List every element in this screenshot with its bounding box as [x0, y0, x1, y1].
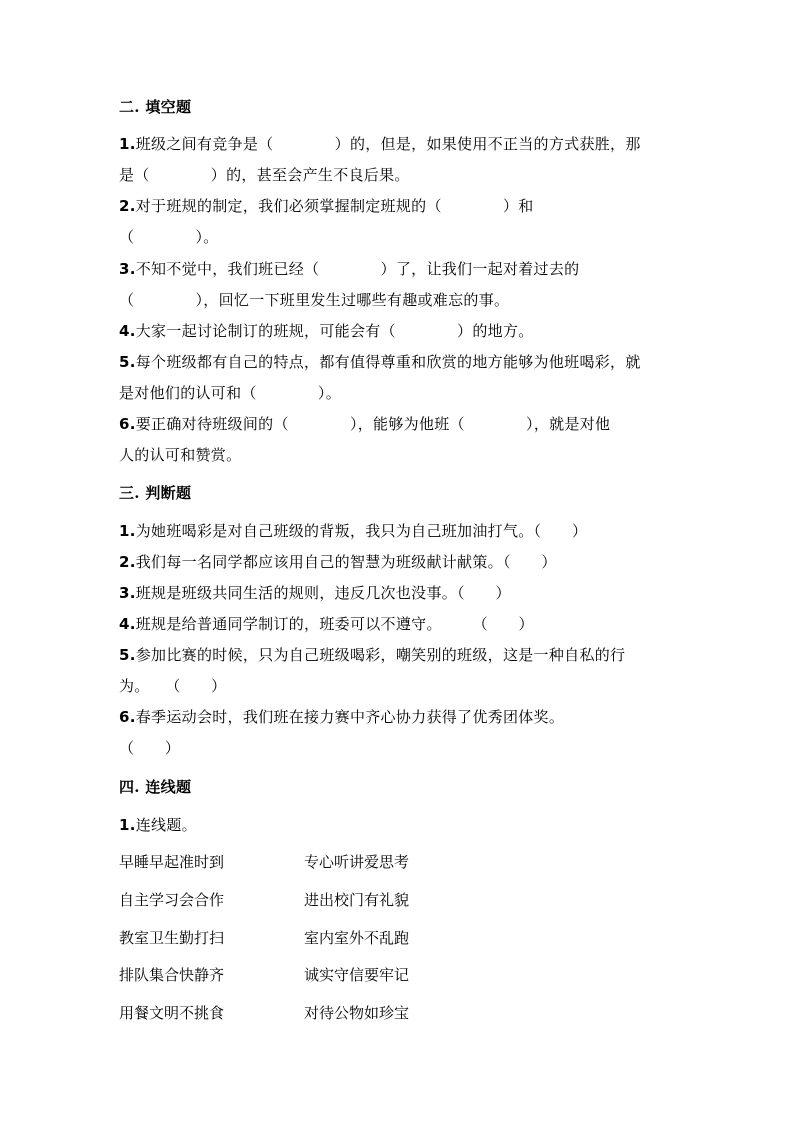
question-text: 每个班级都有自己的特点，都有值得尊重和欣赏的地方能够为他班喝彩，就	[135, 353, 641, 371]
question-text: 人的认可和赞赏。	[119, 446, 242, 464]
question-number: 1.	[119, 135, 136, 153]
question-text: 是对他们的认可和（ ）。	[119, 384, 342, 402]
true-false-q6-line1	[119, 706, 564, 728]
fill-blank-q6-line1	[119, 413, 610, 435]
fill-blank-q5-line1	[119, 351, 641, 373]
question-text: 班规是给普通同学制订的，班委可以不遵守。 （ ）	[135, 615, 534, 633]
question-number: 6.	[119, 708, 136, 726]
matching-right-item: 进出校门有礼貌	[304, 891, 410, 909]
matching-left-item: 用餐文明不挑食	[119, 1004, 225, 1022]
true-false-q5-line1	[119, 644, 625, 666]
question-text: 大家一起讨论制订的班规，可能会有（ ）的地方。	[135, 322, 534, 340]
question-number: 4.	[119, 615, 136, 633]
question-text: （ ），回忆一下班里发生过哪些有趣或难忘的事。	[119, 291, 510, 309]
true-false-q1	[119, 520, 587, 542]
question-number: 1.	[119, 522, 136, 540]
fill-blank-q3-line2	[119, 289, 509, 311]
fill-blank-q2-line1	[119, 195, 534, 217]
question-number: 5.	[119, 353, 136, 371]
matching-right-item: 专心听讲爱思考	[304, 853, 410, 871]
section-title-matching: 四. 连线题	[119, 778, 192, 796]
true-false-q5-line2	[119, 675, 226, 697]
matching-left-item: 自主学习会合作	[119, 891, 225, 909]
fill-blank-q3-line1	[119, 258, 579, 280]
matching-left-item: 早睡早起准时到	[119, 853, 225, 871]
fill-blank-q1-line1	[119, 133, 641, 155]
question-number: 6.	[119, 415, 136, 433]
section-title-fill-blank: 二. 填空题	[119, 98, 192, 116]
question-text: 班级之间有竞争是（ ）的，但是，如果使用不正当的方式获胜，那	[135, 135, 641, 153]
question-number: 5.	[119, 646, 136, 664]
matching-right-item: 室内室外不乱跑	[304, 929, 410, 947]
question-number: 2.	[119, 553, 136, 571]
fill-blank-q5-line2	[119, 382, 341, 404]
matching-right-item: 对待公物如珍宝	[304, 1004, 410, 1022]
question-text: 不知不觉中，我们班已经（ ）了，让我们一起对着过去的	[135, 260, 580, 278]
true-false-q4	[119, 613, 534, 635]
question-text: 要正确对待班级间的（ ），能够为他班（ ），就是对他	[135, 415, 611, 433]
true-false-q3	[119, 582, 511, 604]
question-number: 1.	[119, 816, 136, 834]
matching-right-item: 诚实守信要牢记	[304, 966, 410, 984]
question-text: （ ）。	[119, 228, 219, 246]
matching-left-item: 教室卫生勤打扫	[119, 929, 225, 947]
question-text: 对于班规的制定，我们必须掌握制定班规的（ ）和	[135, 197, 534, 215]
question-text: 春季运动会时，我们班在接力赛中齐心协力获得了优秀团体奖。	[135, 708, 565, 726]
matching-question	[119, 814, 197, 836]
question-text: 我们每一名同学都应该用自己的智慧为班级献计献策。（ ）	[135, 553, 557, 571]
question-number: 4.	[119, 322, 136, 340]
question-text: （ ）	[119, 739, 181, 757]
question-text: 为。 （ ）	[119, 677, 227, 695]
question-text: 班规是班级共同生活的规则，违反几次也没事。（ ）	[135, 584, 511, 602]
fill-blank-q4	[119, 320, 534, 342]
question-text: 是（ ）的，甚至会产生不良后果。	[119, 166, 410, 184]
question-text: 参加比赛的时候，只为自己班级喝彩，嘲笑别的班级，这是一种自私的行	[135, 646, 626, 664]
question-number: 3.	[119, 584, 136, 602]
question-text: 连线题。	[135, 816, 197, 834]
question-number: 2.	[119, 197, 136, 215]
fill-blank-q6-line2	[119, 444, 241, 466]
matching-left-item: 排队集合快静齐	[119, 966, 225, 984]
section-title-true-false: 三. 判断题	[119, 484, 192, 502]
true-false-q2	[119, 551, 557, 573]
true-false-q6-line2	[119, 737, 180, 759]
question-number: 3.	[119, 260, 136, 278]
question-text: 为她班喝彩是对自己班级的背叛，我只为自己班加油打气。（ ）	[135, 522, 588, 540]
fill-blank-q1-line2	[119, 164, 410, 186]
fill-blank-q2-line2	[119, 226, 219, 248]
